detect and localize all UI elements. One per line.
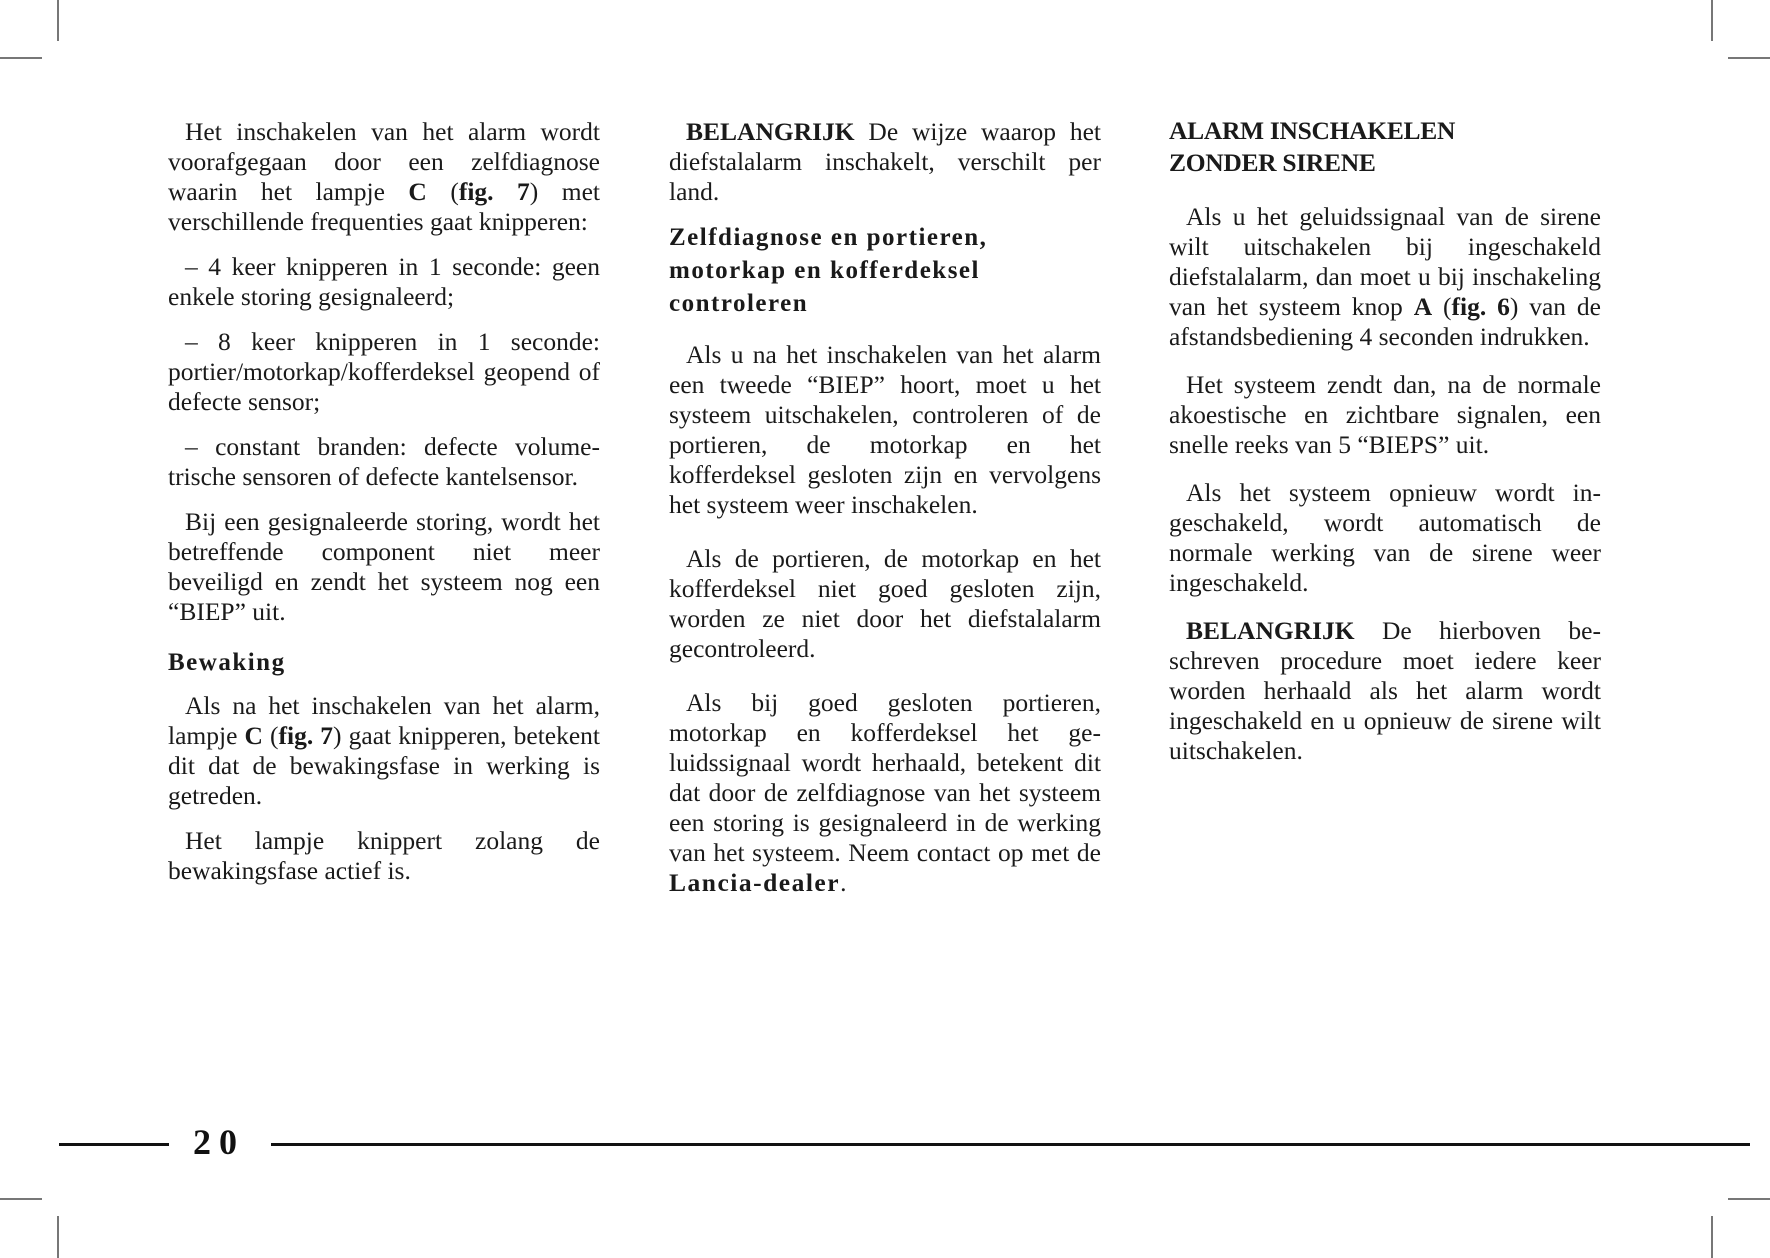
list-item: – constant branden: defecte volumetrische sensoren of defecte kantelsensor. (168, 432, 600, 491)
figure-reference: fig. 7 (458, 177, 530, 206)
list-item: – 8 keer knipperen in 1 seconde: portier/motorkap/kofferdeksel geopend of defecte sensor; (168, 327, 600, 416)
crop-mark-bottom-right-vertical (1711, 1216, 1713, 1258)
section-heading-zelfdiagnose: Zelfdiagnose en portieren, motorkap en kofferdeksel controleren (669, 224, 988, 317)
text: Als bij goed gesloten portieren, motorkap en kofferdeksel het geluidssignaal wordt herhaald, betekent dit dat door de zelfdiagnose van het systeem een storing is gesignaleerd in de werking van het systeem. Neem contact op met de (669, 688, 1101, 867)
crop-mark-bottom-right-horizontal (1728, 1198, 1770, 1200)
blink-paragraph: Het lampje knippert zolang de bewakingsfase actief is. (168, 826, 600, 885)
crop-mark-bottom-left-vertical (57, 1216, 59, 1258)
lamp-reference: C (408, 177, 427, 206)
second-beep-paragraph: Als u na het inschakelen van het alarm een tweede “BIEP” hoort, moet u het systeem uitschakelen, controleren of de portieren, de motorkap en het kofferdeksel gesloten zijn en vervolgens het systeem weer inschakelen. (669, 340, 1101, 519)
important-label: BELANGRIJK (1186, 616, 1355, 645)
intro-paragraph (168, 117, 600, 237)
middle-column (669, 117, 1101, 913)
text: ) van de afstandsbediening 4 seconden indrukken. (1169, 292, 1601, 351)
disable-siren-paragraph (1169, 202, 1601, 352)
text: Het inschakelen van het alarm wordt voorafgegaan door een zelfdiagnose waarin het lampje (168, 117, 600, 206)
text: Als na het inschakelen van het alarm, lampje (168, 691, 600, 750)
left-column (168, 117, 600, 901)
fault-paragraph: Bij een gesignaleerde storing, wordt het betreffende component niet meer beveiligd en zendt het systeem nog een “BIEP” uit. (168, 507, 600, 626)
beeps-paragraph: Het systeem zendt dan, na de normale akoestische en zichtbare signalen, een snelle reeks van 5 “BIEPS” uit. (1169, 370, 1601, 459)
footer-rule-left (59, 1143, 169, 1146)
text: ) met verschillende frequenties gaat knipperen: (168, 177, 601, 236)
heading-line: ALARM INSCHAKELEN (1169, 116, 1456, 145)
crop-mark-bottom-left-horizontal (0, 1198, 42, 1200)
text: De wijze waarop het diefstalalarm inschakelt, verschilt per land. (669, 117, 1101, 206)
figure-reference: fig. 6 (1451, 292, 1510, 321)
button-reference: A (1413, 292, 1433, 321)
not-closed-paragraph: Als de portieren, de motorkap en het kofferdeksel niet goed gesloten zijn, worden ze niet door het diefstalalarm gecontroleerd. (669, 544, 1101, 663)
text: ) gaat knipperen, betekent dit dat de bewakingsfase in werking is getreden. (168, 721, 600, 810)
crop-mark-top-left-horizontal (0, 57, 42, 59)
footer-rule-right (271, 1143, 1750, 1146)
text: . (840, 868, 847, 897)
section-heading-alarm-zonder-sirene (1169, 115, 1601, 179)
dealer-reference: Lancia-dealer (669, 868, 841, 897)
text: ( (426, 177, 459, 206)
list-item: – 4 keer knipperen in 1 seconde: geen enkele storing gesignaleerd; (168, 252, 600, 311)
crop-mark-top-left-vertical (57, 0, 59, 41)
text: ( (262, 721, 279, 750)
repeated-signal-paragraph (669, 688, 1101, 898)
text: Als u het geluidssignaal van de sirene wilt uitschakelen bij ingeschakeld diefstalalarm, dan moet u bij inschakeling van het systeem knop (1169, 202, 1601, 321)
section-heading-bewaking: Bewaking (168, 649, 286, 676)
crop-mark-top-right-vertical (1711, 0, 1713, 41)
lamp-reference: C (244, 721, 263, 750)
rearm-paragraph: Als het systeem opnieuw wordt ingeschakeld, wordt automatisch de normale werking van de sirene weer ingeschakeld. (1169, 478, 1601, 597)
text: ( (1432, 292, 1452, 321)
page-number: 20 (193, 1122, 245, 1162)
crop-mark-top-right-horizontal (1728, 57, 1770, 59)
important-note (669, 117, 1101, 207)
heading-line: ZONDER SIRENE (1169, 148, 1376, 177)
bewaking-paragraph (168, 691, 600, 811)
right-column (1169, 115, 1601, 781)
important-note (1169, 616, 1601, 766)
text: De hierboven beschreven procedure moet iedere keer worden herhaald als het alarm wordt ingeschakeld en u opnieuw de sirene wilt uitschakelen. (1169, 616, 1601, 765)
important-label: BELANGRIJK (686, 117, 855, 146)
figure-reference: fig. 7 (278, 721, 334, 750)
